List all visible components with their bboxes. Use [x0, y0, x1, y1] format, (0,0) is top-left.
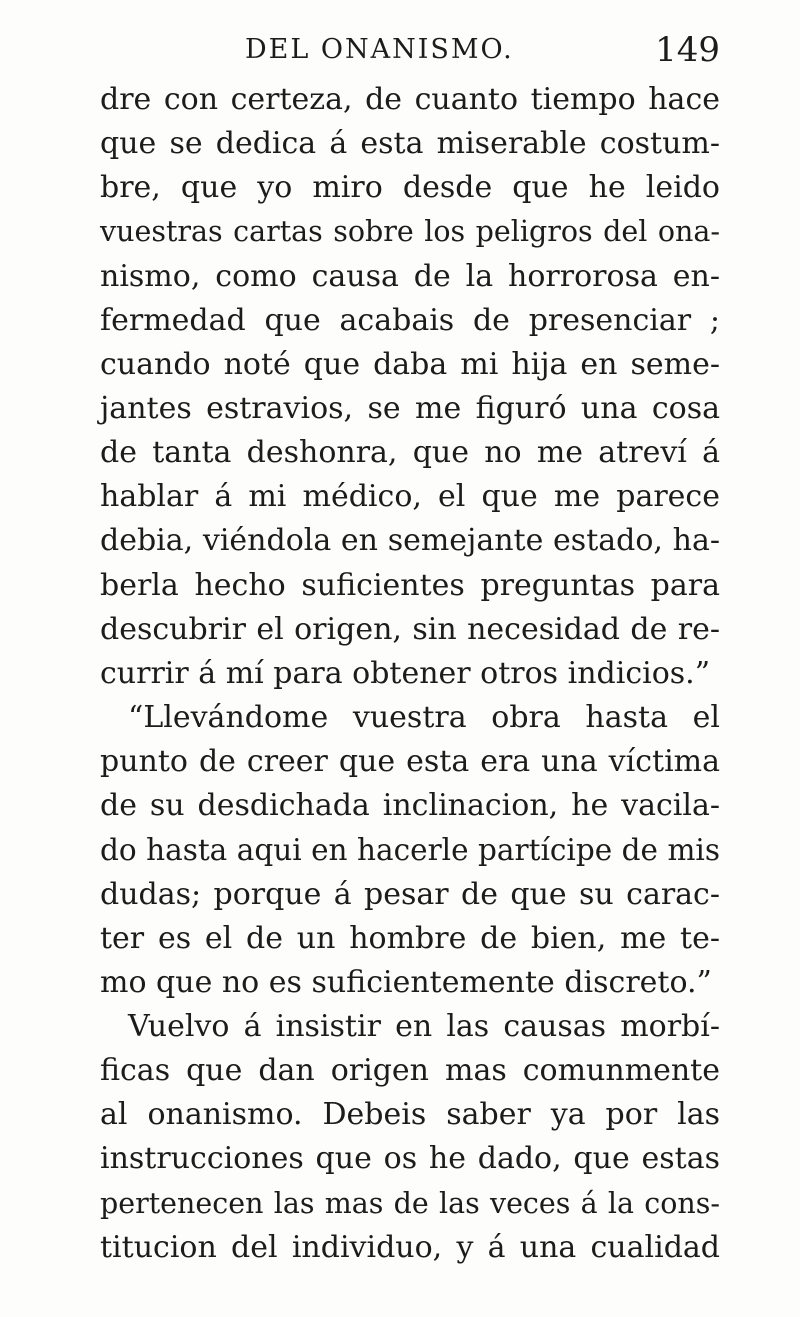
text-line: al onanismo. Debeis saber ya por las	[100, 1097, 720, 1133]
text-line: mo que no es suficientemente discreto.”	[100, 964, 712, 1000]
text-line: que se dedica á esta miserable costum-	[100, 126, 720, 162]
text-line: jantes estravios, se me figuró una cosa	[100, 390, 720, 426]
running-header	[100, 30, 720, 74]
text-line: de tanta deshonra, que no me atreví á	[100, 435, 720, 471]
text-line: ter es el de un hombre de bien, me te-	[100, 920, 720, 956]
text-line: vuestras cartas sobre los peligros del ona-	[100, 215, 720, 249]
text-line: dre con certeza, de cuanto tiempo hace	[100, 82, 720, 117]
text-line: de su desdichada inclinacion, he vacila-	[100, 788, 720, 824]
text-line: descubrir el origen, sin necesidad de re-	[100, 611, 720, 647]
text-line: ficas que dan origen mas comunmente	[100, 1053, 720, 1089]
text-line: hablar á mi médico, el que me parece	[100, 479, 720, 515]
text-line: debia, viéndola en semejante estado, ha-	[100, 523, 720, 559]
text-line: bre, que yo miro desde que he leido	[100, 170, 720, 206]
running-title: DEL ONANISMO.	[245, 34, 514, 65]
text-line: pertenecen las mas de las veces á la cons-	[100, 1186, 720, 1220]
body-text	[100, 78, 720, 1270]
text-line: cuando noté que daba mi hija en seme-	[100, 346, 720, 382]
text-line: nismo, como causa de la horrorosa en-	[100, 258, 720, 294]
text-line: berla hecho suficientes preguntas para	[100, 567, 720, 603]
text-line: currir á mí para obtener otros indicios.”	[100, 655, 711, 691]
text-line: fermedad que acabais de presenciar ;	[100, 302, 720, 338]
text-line: instrucciones que os he dado, que estas	[100, 1141, 720, 1177]
text-line: “Llevándome vuestra obra hasta el	[128, 699, 720, 735]
text-line: titucion del individuo, y á una cualidad	[100, 1229, 720, 1265]
text-line: punto de creer que esta era una víctima	[100, 744, 720, 780]
text-line: dudas; porque á pesar de que su carac-	[100, 876, 720, 912]
text-line: Vuelvo á insistir en las causas morbí-	[128, 1008, 720, 1044]
text-line: do hasta aqui en hacerle partícipe de mis	[100, 833, 720, 868]
page-number: 149	[655, 30, 720, 70]
